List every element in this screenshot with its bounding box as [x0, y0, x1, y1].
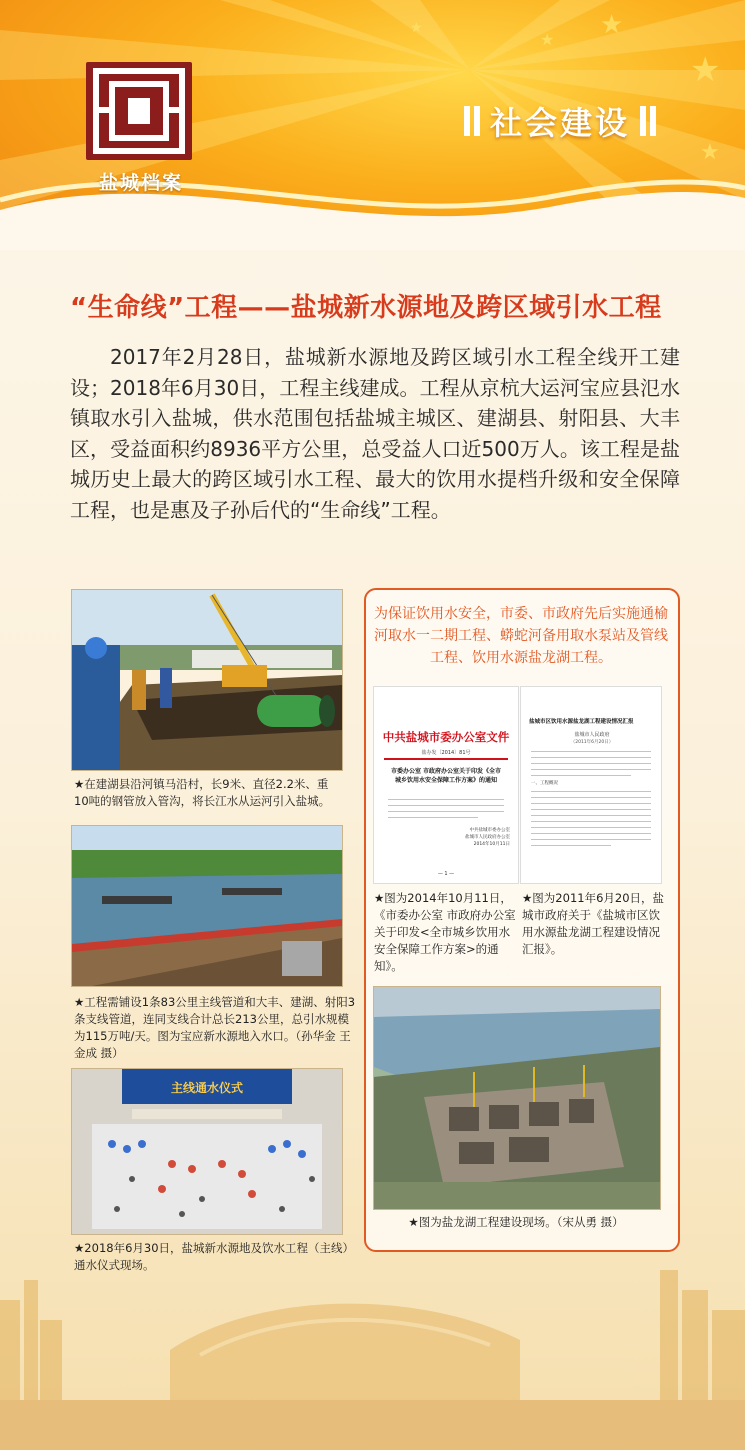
doc2-org: 盐城市人民政府 [574, 732, 610, 738]
photo-waterway [71, 825, 343, 987]
article-intro: 2017年2月28日，盐城新水源地及跨区域引水工程全线开工建设；2018年6月30日，工程主线建成。工程从京杭大运河宝应县氾水镇取水引入盐城，供水范围包括盐城主城区、建湖县、射阳县、大丰区，受益面积约8936平方公里，总受益人口近500万人。该工程是盐城历史上最大的跨区域引水工程、最大的饮用水提档升级和安全保障工程，也是惠及子孙后代的“生命线”工程。 [70, 345, 680, 522]
doc1-red-rule [384, 758, 508, 760]
star-icon: ★ [600, 10, 624, 40]
photo-pipe-laying [71, 589, 343, 771]
logo-text: 盐城档案 [98, 172, 183, 194]
doc2-section: 一、工程概况 [531, 781, 558, 786]
star-icon: ★ [700, 140, 720, 165]
doc1-footer [414, 827, 510, 848]
ceremony-banner-text: 主线通水仪式 [170, 1081, 243, 1095]
document-yanlong-report [520, 686, 662, 884]
section-title-text: 社会建设 [489, 104, 630, 142]
article-title: “生命线”工程——盐城新水源地及跨区域引水工程 [70, 293, 662, 323]
star-icon: ★ [540, 30, 555, 49]
header-wave [0, 150, 745, 250]
doc2-date: （2011年6月20日） [570, 740, 614, 745]
document-municipal-notice [373, 686, 519, 884]
star-icon: ★ [410, 20, 423, 36]
doc1-number: 盐办发〔2014〕81号 [421, 750, 471, 756]
caption-pipe: ★在建湖县沿河镇马沿村，长9米、直径2.2米、重10吨的钢管放入管沟，将长江水从运河引入盐城。 [74, 777, 331, 808]
star-icon: ★ [690, 50, 721, 90]
archive-logo [86, 62, 192, 160]
doc1-footer-2: 盐城市人民政府办公室 [465, 835, 510, 840]
doc1-subtitle: 市委办公室 市政府办公室关于印发《全市城乡饮用水安全保障工作方案》的通知 [390, 768, 502, 784]
caption-doc2: ★图为2011年6月20日，盐城市政府关于《盐城市区饮用水源盐龙湖工程建设情况汇报》。 [522, 891, 665, 956]
caption-doc1: ★图为2014年10月11日，《市委办公室 市政府办公室关于印发<全市城乡饮用水安全保障工作方案>的通知》。 [374, 891, 516, 973]
doc1-header: 中共盐城市委办公室文件 [382, 730, 510, 744]
photo-ceremony [71, 1068, 343, 1235]
caption-waterway: ★工程需铺设1条83公里主线管道和大丰、建湖、射阳3条支线管道，连同支线合计总长213公里，总引水规模为115万吨/天。图为宝应新水源地入水口。（孙华金 王金成 摄） [74, 995, 356, 1060]
photo-yanlong-lake [373, 986, 661, 1210]
doc1-footer-1: 中共盐城市委办公室 [469, 828, 510, 833]
caption-lake: ★图为盐龙湖工程建设现场。（宋从勇 摄） [408, 1215, 624, 1229]
section-title [440, 96, 680, 146]
feature-box-text: 为保证饮用水安全，市委、市政府先后实施通榆河取水一二期工程、蟒蛇河备用取水泵站及管线工程、饮用水源盐龙湖工程。 [374, 606, 668, 666]
doc2-title: 盐城市区饮用水源盐龙湖工程建设情况汇报 [529, 719, 634, 725]
doc1-date: 2014年10月11日 [473, 842, 510, 847]
caption-ceremony: ★2018年6月30日，盐城新水源地及饮水工程（主线）通水仪式现场。 [74, 1241, 355, 1272]
city-skyline-decoration [0, 1230, 745, 1450]
header-banner [0, 0, 745, 250]
doc1-page: — 1 — [437, 871, 455, 877]
